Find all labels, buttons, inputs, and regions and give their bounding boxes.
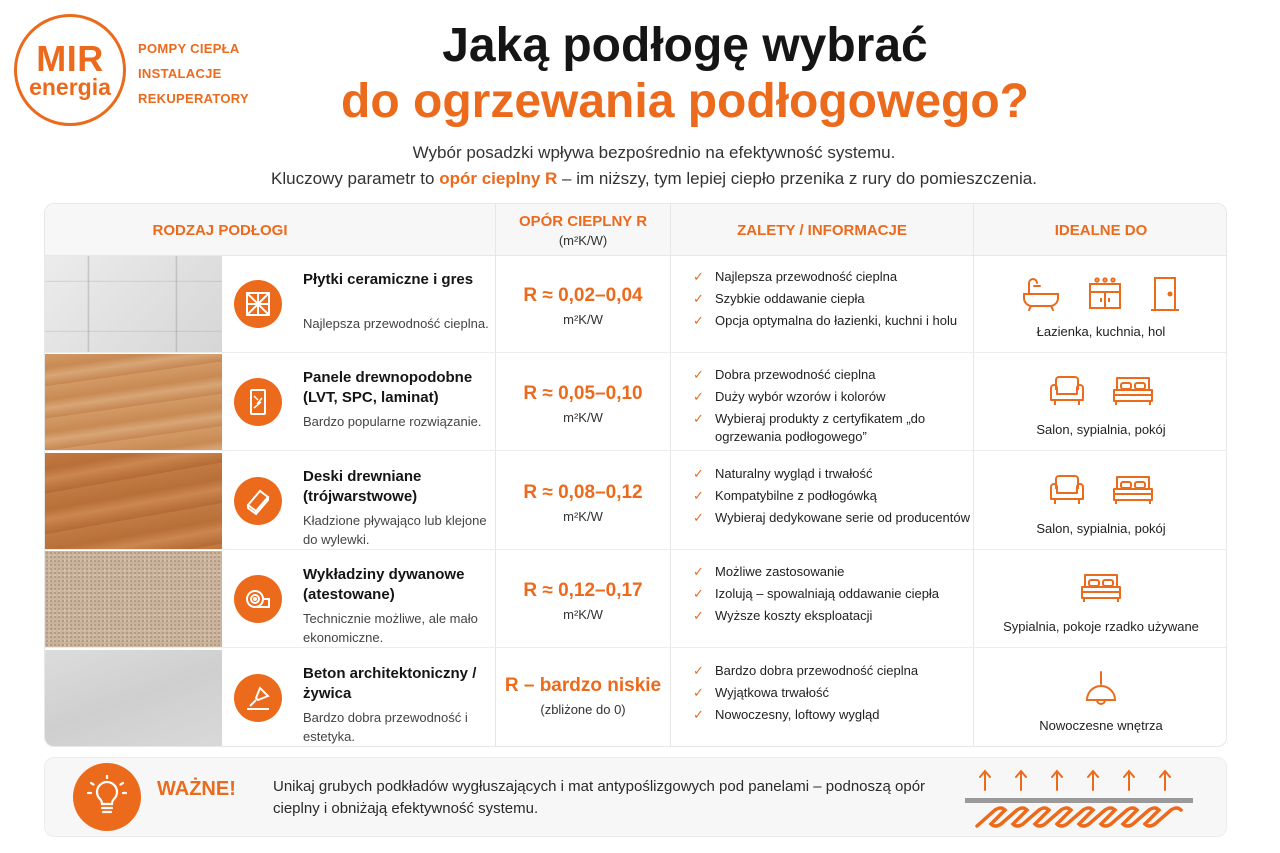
advantage-text: Dobra przewodność cieplna [715,367,876,383]
resistance-value: R ≈ 0,08–0,12 [523,481,643,503]
resistance-value: R ≈ 0,02–0,04 [523,285,643,306]
floor-photo [45,551,222,647]
header-ideal [974,204,1227,256]
check-icon: ✓ [693,465,704,481]
advantages-list [691,366,971,450]
floor-description: Bardzo dobra przewodność i estetyka. [303,709,468,744]
table-row [45,354,1226,451]
ideal-rooms: Łazienka, kuchnia, hol [1036,324,1166,339]
advantage-item [691,487,971,505]
advantage-text: Duży wybór wzorów i kolorów [715,389,886,405]
wood-board-icon [234,477,282,525]
advantage-item [691,662,971,680]
advantage-text: Izolują – spowalniają oddawanie ciepła [715,586,940,602]
page-title-line1: Jaką podłogę wybrać [442,19,928,72]
advantage-item [691,410,971,446]
subtitle-line2 [0,166,1280,192]
advantage-item [691,563,971,581]
advantage-item [691,366,971,384]
ideal-icons [974,571,1227,610]
header-floor-type [45,204,395,256]
check-icon: ✓ [693,411,704,427]
floor-comparison-table [44,203,1227,747]
subtitle-pre: Kluczowy parametr to [271,169,440,188]
bed-icon [1080,571,1122,610]
advantage-text: Wybieraj produkty z certyfikatem „do ogrzewania podłogowego” [715,411,926,445]
advantage-item [691,465,971,483]
bathtub-icon [1021,276,1061,317]
resistance-value: R ≈ 0,05–0,10 [523,383,643,405]
table-body [45,256,1226,747]
tagline-item: INSTALACJE [138,66,222,81]
ideal-icons [974,374,1227,413]
advantage-text: Szybkie oddawanie ciepła [715,291,865,306]
advantage-text: Nowoczesny, loftowy wygląd [715,706,880,722]
important-note [44,757,1227,837]
advantage-item [691,684,971,702]
advantage-item [691,388,971,406]
panel-icon [234,378,282,426]
floor-photo [45,650,222,747]
table-header [45,204,1226,256]
ideal-rooms: Nowoczesne wnętrza [1039,717,1163,733]
floor-description: Bardzo popularne rozwiązanie. [303,414,482,430]
tagline-item: POMPY CIEPŁA [138,41,240,56]
floor-name: Płytki ceramiczne i gres [303,271,474,288]
floor-name: Beton architektoniczny / żywica [303,664,477,702]
advantage-text: Wyższe koszty eksploatacji [715,608,873,624]
resistance-unit: m²K/W [563,607,603,623]
ideal-rooms: Salon, sypialnia, pokój [1036,520,1166,536]
advantage-text: Wybieraj dedykowane serie od producentów [715,509,970,525]
header-ideal-label: IDEALNE DO [1054,221,1148,239]
door-icon [1149,276,1181,317]
table-row [45,650,1226,747]
page-title-line2: do ogrzewania podłogowego? [341,75,1029,128]
table-row [45,453,1226,550]
header-resistance-label: OPÓR CIEPLNY R [518,212,648,230]
page-subtitle [0,140,1280,192]
advantage-item [691,268,971,286]
advantage-item [691,607,971,625]
carpet-roll-icon [234,575,282,623]
ideal-icons [974,670,1227,715]
table-row [45,551,1226,648]
resistance-value: R ≈ 0,12–0,17 [523,580,643,602]
header-floor-type-label: RODZAJ PODŁOGI [152,221,288,239]
floor-description: Najlepsza przewodność cieplna. [303,316,489,331]
advantage-item [691,290,971,308]
ideal-icons [974,473,1227,512]
floor-name: Deski drewniane (trójwarstwowe) [303,467,422,505]
kitchen-cabinet-icon [1087,276,1123,317]
advantage-text: Najlepsza przewodność cieplna [715,269,898,284]
check-icon: ✓ [693,564,704,580]
advantages-list [691,662,971,728]
trowel-icon [234,674,282,722]
lightbulb-icon [73,763,141,831]
check-icon: ✓ [693,706,704,722]
resistance-unit: m²K/W [563,312,603,327]
header-advantages-label: ZALETY / INFORMACJE [737,221,907,239]
advantage-text: Naturalny wygląd i trwałość [715,465,873,481]
armchair-icon [1048,374,1086,413]
ideal-rooms: Sypialnia, pokoje rzadko używane [1003,619,1199,635]
logo-energia-text: energia [29,74,111,100]
floor-name: Wykładziny dywanowe (atestowane) [303,566,465,604]
header-advantages [671,204,973,256]
check-icon: ✓ [693,291,704,306]
tile-icon [234,280,282,328]
floor-photo [45,256,222,352]
subtitle-line1: Wybór posadzki wpływa bezpośrednio na efektywność systemu. [412,143,896,162]
table-row [45,256,1226,353]
armchair-icon [1048,473,1086,512]
advantage-item [691,509,971,527]
advantage-text: Wyjątkowa trwałość [715,684,830,700]
advantage-item [691,312,971,330]
advantage-text: Bardzo dobra przewodność cieplna [715,662,919,678]
check-icon: ✓ [693,684,704,700]
subtitle-highlight: opór cieplny R [439,169,558,188]
resistance-unit: m²K/W [563,410,603,426]
advantages-list [691,465,971,531]
floor-description: Kładzione pływająco lub klejone do wylewki. [303,512,487,547]
advantages-list [691,268,971,334]
resistance-value: R – bardzo niskie [504,674,662,696]
logo-mir-text: MIR [36,38,104,79]
floor-name: Panele drewnopodobne (LVT, SPC, laminat) [303,369,473,407]
check-icon: ✓ [693,367,704,383]
header-resistance [496,204,670,256]
bed-icon [1112,473,1154,512]
advantage-text: Opcja optymalna do łazienki, kuchni i holu [715,313,958,328]
floor-photo [45,354,222,450]
tagline-item: REKUPERATORY [138,91,249,106]
check-icon: ✓ [693,487,704,503]
advantage-item [691,585,971,603]
ideal-icons [974,276,1227,317]
pendant-lamp-icon [1081,670,1121,715]
check-icon: ✓ [693,269,704,284]
check-icon: ✓ [693,608,704,624]
floor-photo [45,453,222,549]
bed-icon [1112,374,1154,413]
floor-heating-icon [955,766,1205,832]
resistance-unit: (zbliżone do 0) [540,701,626,717]
advantages-list [691,563,971,629]
advantage-text: Możliwe zastosowanie [715,564,845,580]
header-resistance-unit: (m²K/W) [558,232,608,248]
resistance-unit: m²K/W [563,508,603,524]
ideal-rooms: Salon, sypialnia, pokój [1036,422,1166,438]
important-text: Unikaj grubych podkładów wygłuszających i mat antypoślizgowych pod panelami – podnoszą opór cieplny i obniżają efektywność systemu. [273,778,926,817]
check-icon: ✓ [693,313,704,328]
check-icon: ✓ [693,389,704,405]
check-icon: ✓ [693,509,704,525]
check-icon: ✓ [693,586,704,602]
check-icon: ✓ [693,662,704,678]
advantage-text: Kompatybilne z podłogówką [715,487,877,503]
floor-description: Technicznie możliwe, ale mało ekonomiczne. [303,611,478,646]
subtitle-post: – im niższy, tym lepiej ciepło przenika z rury do pomieszczenia. [557,169,1037,188]
important-label: WAŻNE! [157,778,236,800]
advantage-item [691,706,971,724]
